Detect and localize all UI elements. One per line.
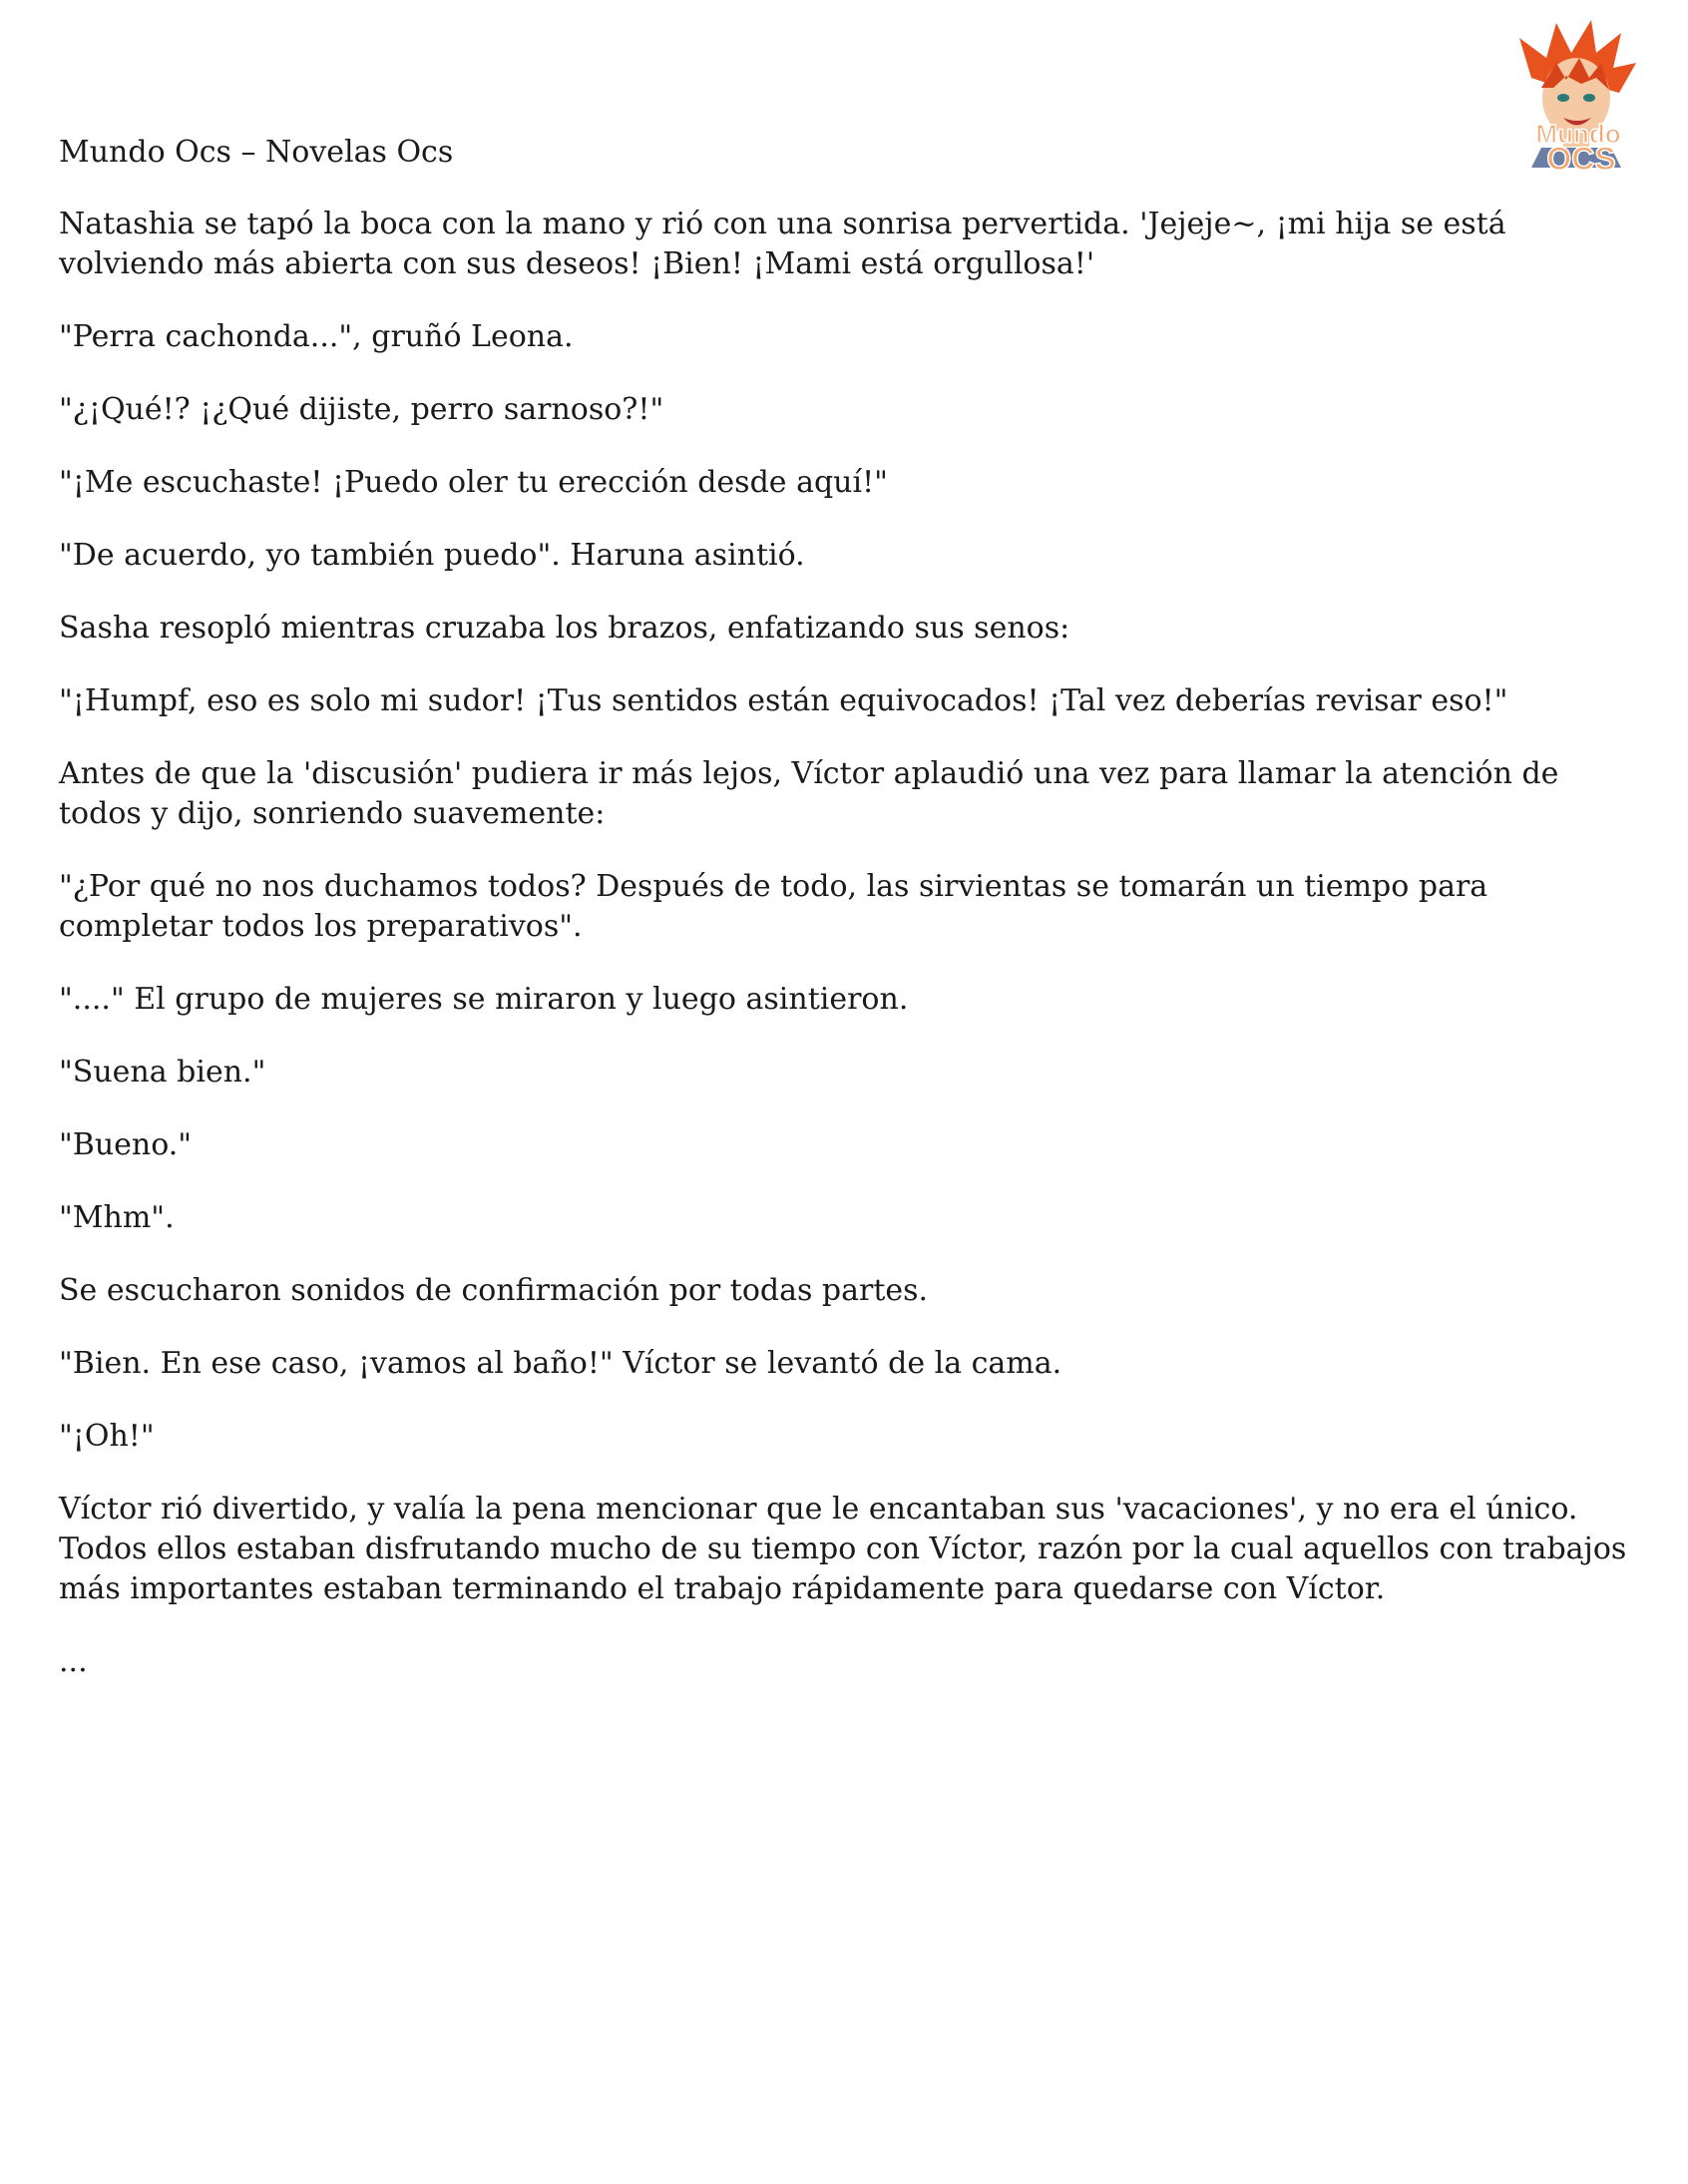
paragraph: "Suena bien."	[59, 1055, 266, 1090]
document-header: Mundo Ocs – Novelas Ocs	[59, 135, 454, 170]
mundo-ocs-logo	[1501, 18, 1656, 178]
logo-text-bottom: OCS	[1546, 141, 1616, 177]
paragraph: Víctor rió divertido, y valía la pena mencionar que le encantaban sus 'vacaciones', y no era el único. Todos ellos estaban disfrutando mucho de su tiempo con Víctor, razón por la cual aquellos con trabajos más importantes estaban terminando el trabajo rápidamente para quedarse con Víctor.	[59, 1492, 1627, 1606]
paragraph: "¡Me escuchaste! ¡Puedo oler tu erección desde aquí!"	[59, 465, 888, 500]
paragraph: Antes de que la 'discusión' pudiera ir más lejos, Víctor aplaudió una vez para llamar la atención de todos y dijo, sonriendo suavemente:	[59, 756, 1559, 831]
paragraph: "...." El grupo de mujeres se miraron y luego asintieron.	[59, 982, 909, 1017]
paragraph: Se escucharon sonidos de confirmación por todas partes.	[59, 1273, 929, 1308]
paragraph: "¿¡Qué!? ¡¿Qué dijiste, perro sarnoso?!"	[59, 392, 664, 427]
paragraph: "Mhm".	[59, 1200, 175, 1235]
paragraph: ...	[59, 1644, 88, 1679]
paragraph: Sasha resopló mientras cruzaba los brazos, enfatizando sus senos:	[59, 611, 1070, 646]
paragraph: "¿Por qué no nos duchamos todos? Después de todo, las sirvientas se tomarán un tiempo para completar todos los preparativos".	[59, 869, 1488, 944]
paragraph: "¡Oh!"	[59, 1419, 155, 1454]
paragraph: "Bueno."	[59, 1127, 193, 1162]
paragraph: Natashia se tapó la boca con la mano y rió con una sonrisa pervertida. 'Jejeje~, ¡mi hija se está volviendo más abierta con sus deseos! ¡Bien! ¡Mami está orgullosa!'	[59, 207, 1506, 281]
logo-text-top: Mundo	[1535, 119, 1621, 149]
mascot-logo-icon	[1501, 18, 1656, 178]
document-body	[59, 205, 1635, 1715]
paragraph: "De acuerdo, yo también puedo". Haruna asintió.	[59, 538, 805, 573]
paragraph: "¡Humpf, eso es solo mi sudor! ¡Tus sentidos están equivocados! ¡Tal vez deberías revisar eso!"	[59, 683, 1508, 718]
paragraph: "Bien. En ese caso, ¡vamos al baño!" Víctor se levantó de la cama.	[59, 1346, 1062, 1381]
paragraph: "Perra cachonda...", gruñó Leona.	[59, 319, 574, 354]
